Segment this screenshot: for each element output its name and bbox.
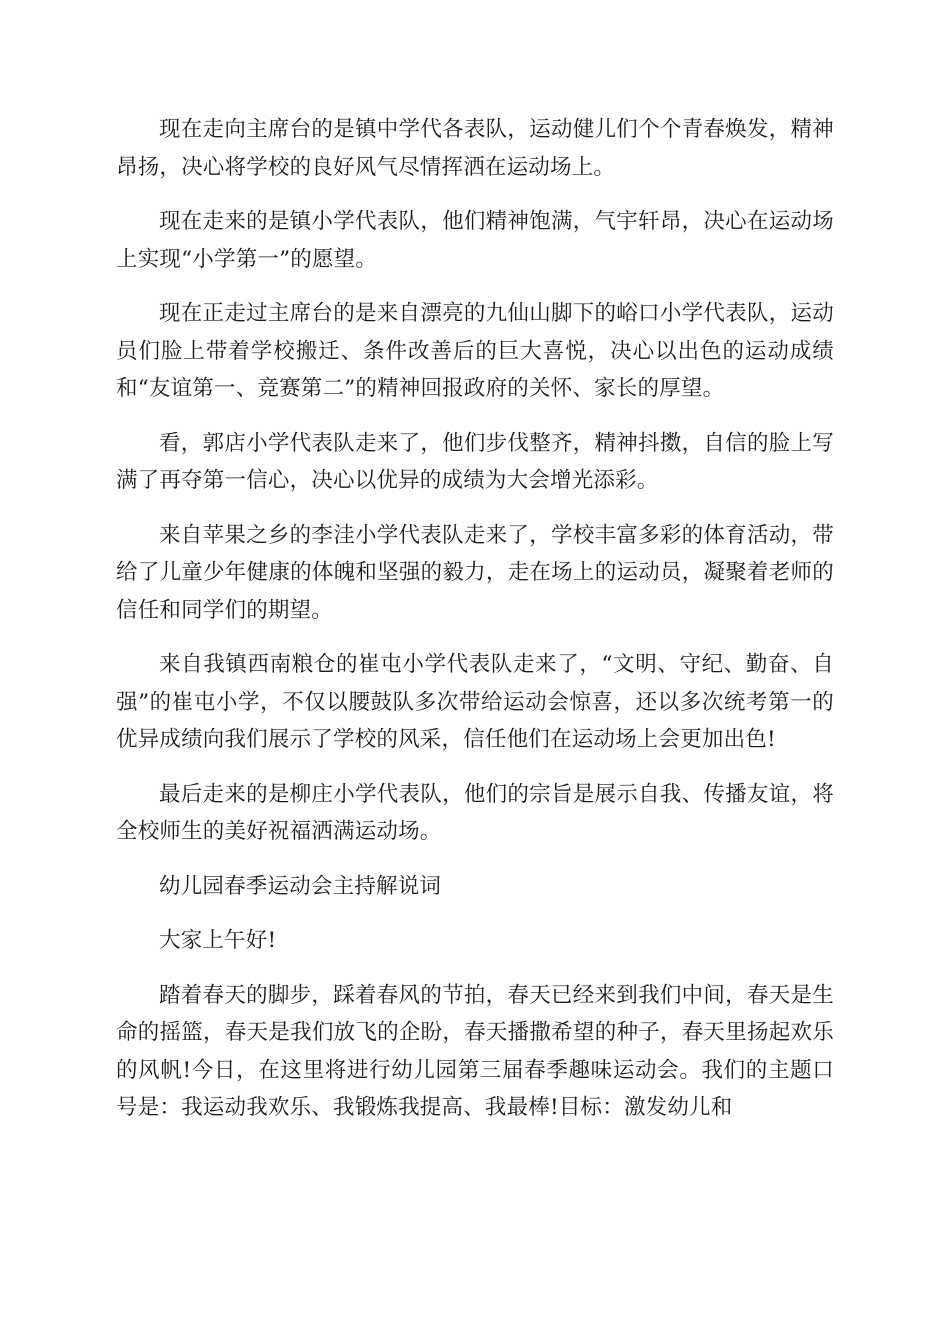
paragraph: 来自我镇西南粮仓的崔屯小学代表队走来了，“文明、守纪、勤奋、自强”的崔屯小学，不仅以腰鼓队多次带给运动会惊喜，还以多次统考第一的优异成绩向我们展示了学校的风采，信任他们在运动场上会更加出色! xyxy=(116,652,834,752)
paragraph: 现在走向主席台的是镇中学代各表队，运动健儿们个个青春焕发，精神昂扬，决心将学校的良好风气尽情挥洒在运动场上。 xyxy=(116,117,834,180)
paragraph: 现在走来的是镇小学代表队，他们精神饱满，气宇轩昂，决心在运动场上实现“小学第一”的愿望。 xyxy=(116,209,834,272)
greeting: 大家上午好! xyxy=(159,928,277,953)
paragraph: 来自苹果之乡的李洼小学代表队走来了，学校丰富多彩的体育活动，带给了儿童少年健康的体魄和坚强的毅力，走在场上的运动员，凝聚着老师的信任和同学们的期望。 xyxy=(116,522,834,623)
document-body xyxy=(116,111,834,1144)
section-heading: 幼儿园春季运动会主持解说词 xyxy=(159,873,442,899)
paragraph: 现在正走过主席台的是来自漂亮的九仙山脚下的峪口小学代表队，运动员们脸上带着学校搬迁、条件改善后的巨大喜悦，决心以出色的运动成绩和“友谊第一、竞赛第二”的精神回报政府的关怀、家长的厚望。 xyxy=(116,301,834,401)
paragraph: 踏着春天的脚步，踩着春风的节拍，春天已经来到我们中间，春天是生命的摇篮，春天是我们放飞的企盼，春天播撒希望的种子，春天里扬起欢乐的风帆!今日，在这里将进行幼儿园第三届春季趣味运动会。我们的主题口号是：我运动我欢乐、我锻炼我提高、我最棒!目标：激发幼儿和 xyxy=(116,982,834,1120)
paragraph: 最后走来的是柳庄小学代表队，他们的宗旨是展示自我、传播友谊，将全校师生的美好祝福洒满运动场。 xyxy=(116,781,834,844)
paragraph: 看，郭店小学代表队走来了，他们步伐整齐，精神抖擞，自信的脸上写满了再夺第一信心，决心以优异的成绩为大会增光添彩。 xyxy=(116,430,834,493)
